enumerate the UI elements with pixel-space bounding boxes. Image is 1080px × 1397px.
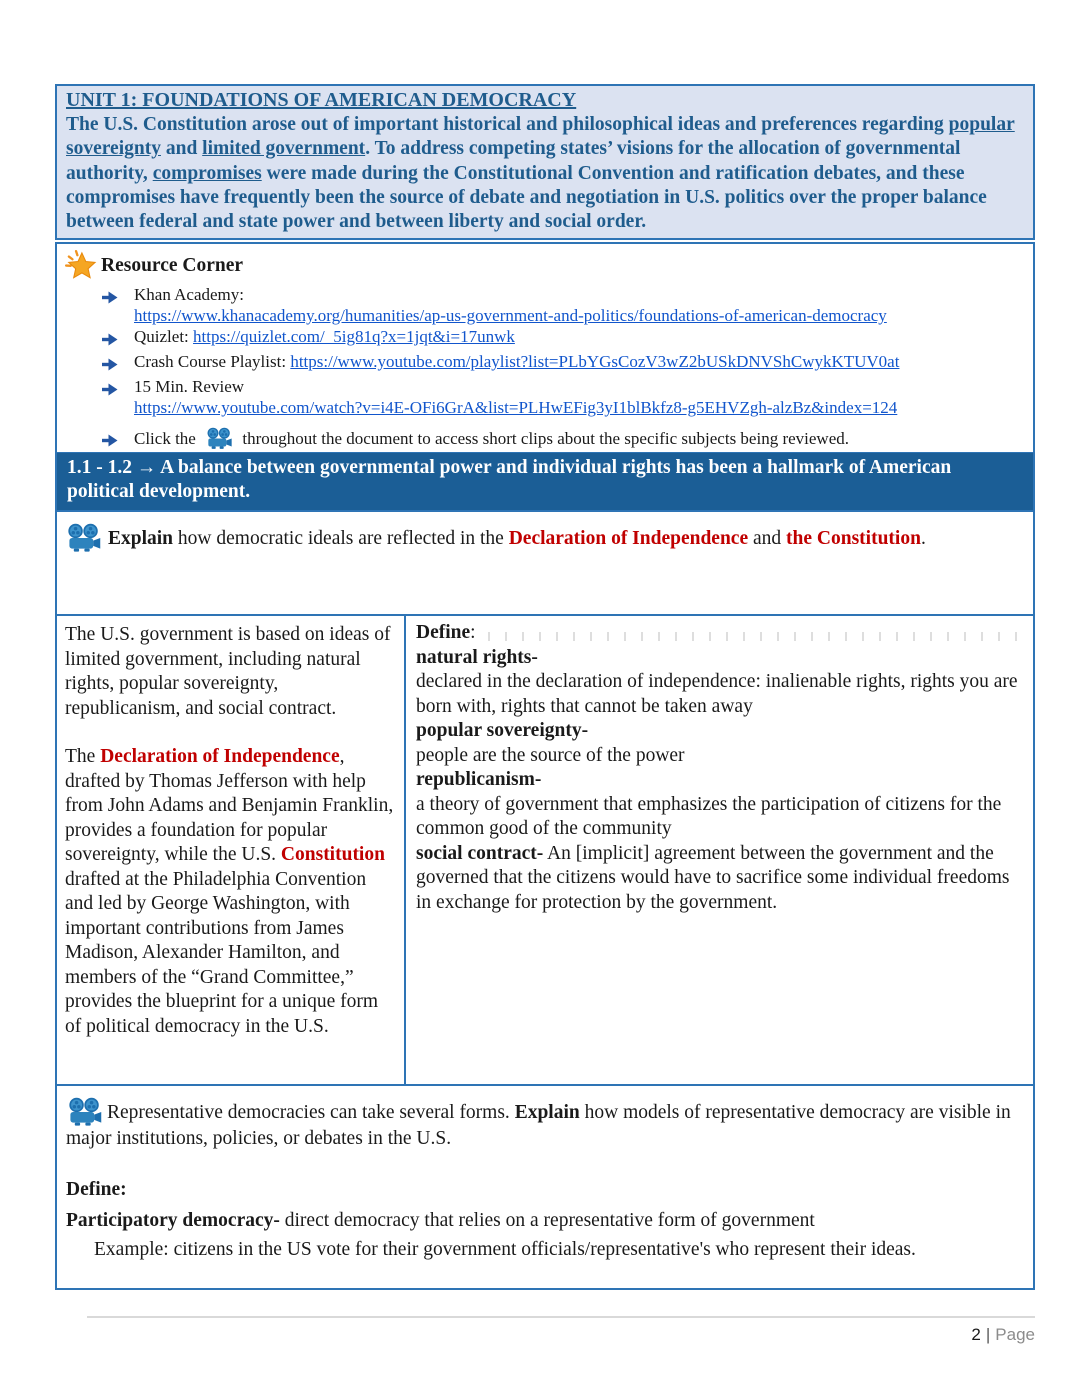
resource-label: 15 Min. Review [134,377,245,397]
resource-item-15min-review [101,376,1025,418]
unit-desc-segment: . To address competing states’ visions for the allocation of governmental authority, [66,138,961,184]
unit-title-text: UNIT 1: FOUNDATIONS OF AMERICAN DEMOCRACY [66,89,577,111]
key-term-constitution: Constitution [280,844,385,866]
resource-item-khan [101,284,1025,326]
click-note-suffix: throughout the document to access short clips about the specific subjects being reviewed. [242,429,849,449]
unit-desc-underlined: compromises [152,162,262,184]
resource-item-quizlet [101,326,1025,351]
page-footer [87,1316,1035,1345]
unit-description [66,113,1023,234]
unit-desc-segment: and [160,138,203,160]
term-label: Participatory democracy- [66,1210,280,1232]
video-prompt-box-1 [57,510,1033,614]
page-number-separator: | [985,1325,991,1345]
arrow-bullet-icon [101,376,134,418]
definition-natural-rights [416,646,1019,720]
prompt-verb: Explain [108,528,174,550]
arrow-bullet-icon [101,284,134,326]
main-table [55,242,1035,1290]
resource-label: Quizlet: [134,327,194,347]
movie-camera-icon [65,523,102,553]
page-number-value: 2 [971,1325,981,1345]
unit-overview-box [55,84,1035,240]
star-icon [63,248,99,284]
unit-desc-segment: were made during the Constitutional Convention and ratification debates, and these compromises have frequently been the source of debate and negotiation in U.S. politics over the proper balance between federal and state power and between liberty and social order. [66,162,987,233]
resource-link-quizlet[interactable]: https://quizlet.com/_5ig81q?x=1jqt&i=17unwk [193,327,515,347]
click-note [101,427,1025,452]
define-label: Define: [66,1178,127,1200]
click-note-prefix: Click the [134,429,196,449]
overview-paragraph-2 [65,745,395,1039]
unit-desc-underlined: popular sovereignty [66,114,1015,160]
prompt-text: how democratic ideals are reflected in the [173,528,509,550]
term-definition: people are the source of the power [416,744,685,766]
text-segment: drafted at the Philadelphia Convention and led by George Washington, with important contributions from James Madison, Alexander Hamilton, and members of the “Grand Committee,” provides the blueprint for a unique form of political democracy in the U.S. [65,868,378,1037]
arrow-bullet-icon [101,351,134,376]
page-number-label: Page [995,1325,1035,1345]
key-term-declaration: Declaration of Independence [100,746,340,768]
resource-link-crash-course[interactable]: https://www.youtube.com/playlist?list=PLbYGsCozV3wZ2bUSkDNVShCwykKTUV0at [290,352,900,372]
movie-camera-icon [66,1097,103,1127]
unit-desc-underlined: limited government [202,138,366,160]
answer-table [57,614,1033,1084]
section-banner [57,452,1033,510]
definition-social-contract [416,842,1019,916]
arrow-bullet-icon [101,427,134,452]
text-segment: The [65,746,101,768]
define-heading [416,621,1019,646]
prompt-text: . [920,528,926,550]
movie-camera-icon [205,427,233,450]
resource-link-15min-review[interactable]: https://www.youtube.com/watch?v=i4E-OFi6GrA&list=PLHwEFig3yI1blBkfz8-g5EHVZgh-alzBz&index=124 [134,398,898,418]
video-prompt-box-2 [57,1084,1033,1288]
prompt-text: and [748,528,787,550]
unit-desc-segment: The U.S. Constitution arose out of important historical and philosophical ideas and preferences regarding [66,114,949,136]
page-number [87,1325,1035,1345]
define-colon: : [470,622,476,644]
term-label: popular sovereignty- [416,720,589,742]
example-line: Example: citizens in the US vote for their government officials/representative's who represent their ideas. [94,1238,916,1260]
term-definition: direct democracy that relies on a representative form of government [279,1210,815,1232]
prompt-verb: Explain [514,1102,580,1124]
prompt-key-term: the Constitution [786,528,921,550]
term-definition: a theory of government that emphasizes the participation of citizens for the common good of the community [416,793,1002,840]
resource-corner-header [63,248,1025,284]
term-definition: An [implicit] agreement between the government and the governed that the citizens would have to sacrifice some individual freedoms in exchange for protection by the government. [416,842,1010,913]
term-label: social contract- [416,842,544,864]
answer-cell-overview [57,616,406,1084]
prompt-2-paragraph [66,1097,1019,1152]
document-page [55,84,1035,1345]
define-label: Define [416,622,471,644]
text-segment: , drafted by Thomas Jefferson with help from John Adams and Benjamin Franklin, provides a foundation for popular sovereignty, while the U.S. [65,746,394,866]
definition-participatory-democracy [66,1209,1019,1234]
term-label: republicanism- [416,769,542,791]
resource-label: Khan Academy: [134,285,244,305]
definition-republicanism [416,768,1019,842]
resource-corner-section [57,244,1033,452]
prompt-text: Representative democracies can take several forms. [107,1102,515,1124]
footer-divider [87,1316,1035,1318]
term-definition: declared in the declaration of independence: inalienable rights, rights you are born with, rights that cannot be taken away [416,671,1018,717]
resource-link-khan-academy[interactable]: https://www.khanacademy.org/humanities/ap-us-government-and-politics/foundations-of-american-democracy [134,306,887,326]
arrow-bullet-icon [101,326,134,351]
tick-marks-decoration [488,632,1017,641]
definition-popular-sovereignty [416,719,1019,768]
resource-label: Crash Course Playlist: [134,352,291,372]
section-banner-text: 1.1 - 1.2 → A balance between governmental power and individual rights has been a hallmark of American political development. [67,457,952,503]
prompt-text: how models of representative democracy are visible in major institutions, policies, or debates in the U.S. [66,1102,1011,1150]
overview-paragraph-1: The U.S. government is based on ideas of limited government, including natural rights, popular sovereignty, republicanism, and social contract. [65,624,391,719]
resource-corner-title: Resource Corner [101,255,244,277]
answer-cell-definitions [406,616,1033,1084]
prompt-key-term: Declaration of Independence [508,528,749,550]
resource-list [101,284,1025,452]
resource-item-crash-course [101,351,1025,376]
term-label: natural rights- [416,646,538,668]
